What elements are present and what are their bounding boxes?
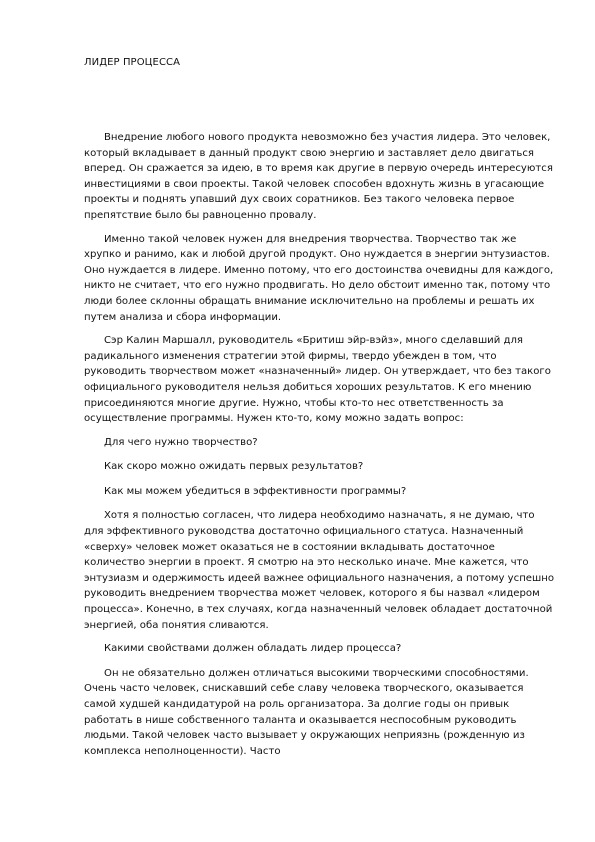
question-line: Какими свойствами должен обладать лидер процесса? [104, 643, 402, 655]
paragraph: Именно такой человек нужен для внедрения творчества. Творчество так же хрупко и ранимо, как и любой другой продукт. Оно нуждается в энергии энтузиастов. Оно нуждается в лидере. Именно потому, что его достоинства очевидны для каждого, никто не считает, что его нужно продвигать. Но дело обстоит именно так, потому что люди более склонны обращать внимание исключительно на проблемы и решать их путем анализа и сбора информации. [84, 233, 554, 323]
question-line: Как мы можем убедиться в эффективности программы? [104, 485, 407, 497]
document-title: ЛИДЕР ПРОЦЕССА [84, 57, 181, 68]
question-line: Как скоро можно ожидать первых результатов? [104, 461, 364, 473]
paragraph: Хотя я полностью согласен, что лидера необходимо назначать, я не думаю, что для эффективного руководства достаточно официального статуса. Назначенный «сверху» человек может оказаться не в состоянии вкладывать достаточное количество энергии в проект. Я смотрю на это несколько иначе. Мне кажется, что энтузиазм и одержимость идеей важнее официального назначения, а потому успешно руководить внедрением творчества может человек, которого я бы назвал «лидером процесса». Конечно, в тех случаях, когда назначенный человек обладает достаточной энергией, оба понятия сливаются. [84, 510, 555, 631]
question-line: Для чего нужно творчество? [104, 436, 258, 448]
paragraph: Он не обязательно должен отличаться высокими творческими способностями. Очень часто человек, снискавший себе славу человека творческого, оказывается самой худшей кандидатурой на роль организатора. За долгие годы он привык работать в нише собственного таланта и оказывается неспособным руководить людьми. Такой человек часто вызывает у окружающих неприязнь (рожденную из комплекса неполноценности). Часто [84, 667, 529, 757]
document-body [84, 130, 556, 767]
paragraph: Внедрение любого нового продукта невозможно без участия лидера. Это человек, который вкладывает в данный продукт свою энергию и заставляет дело двигаться вперед. Он сражается за идею, в то время как другие в первую очередь интересуются инвестициями в свои проекты. Такой человек способен вдохнуть жизнь в угасающие проекты и поднять упавший дух своих соратников. Без такого человека первое препятствие было бы равноценно провалу. [84, 132, 553, 221]
paragraph: Сэр Калин Маршалл, руководитель «Бритиш эйр-вэйз», много сделавший для радикального изменения стратегии этой фирмы, твердо убежден в том, что руководить творчеством может «назначенный» лидер. Он утверждает, что без такого официального руководителя нельзя добиться хороших результатов. К его мнению присоединяются многие другие. Нужно, чтобы кто-то нес ответственность за осуществление программы. Нужен кто-то, кому можно задать вопрос: [84, 335, 551, 425]
